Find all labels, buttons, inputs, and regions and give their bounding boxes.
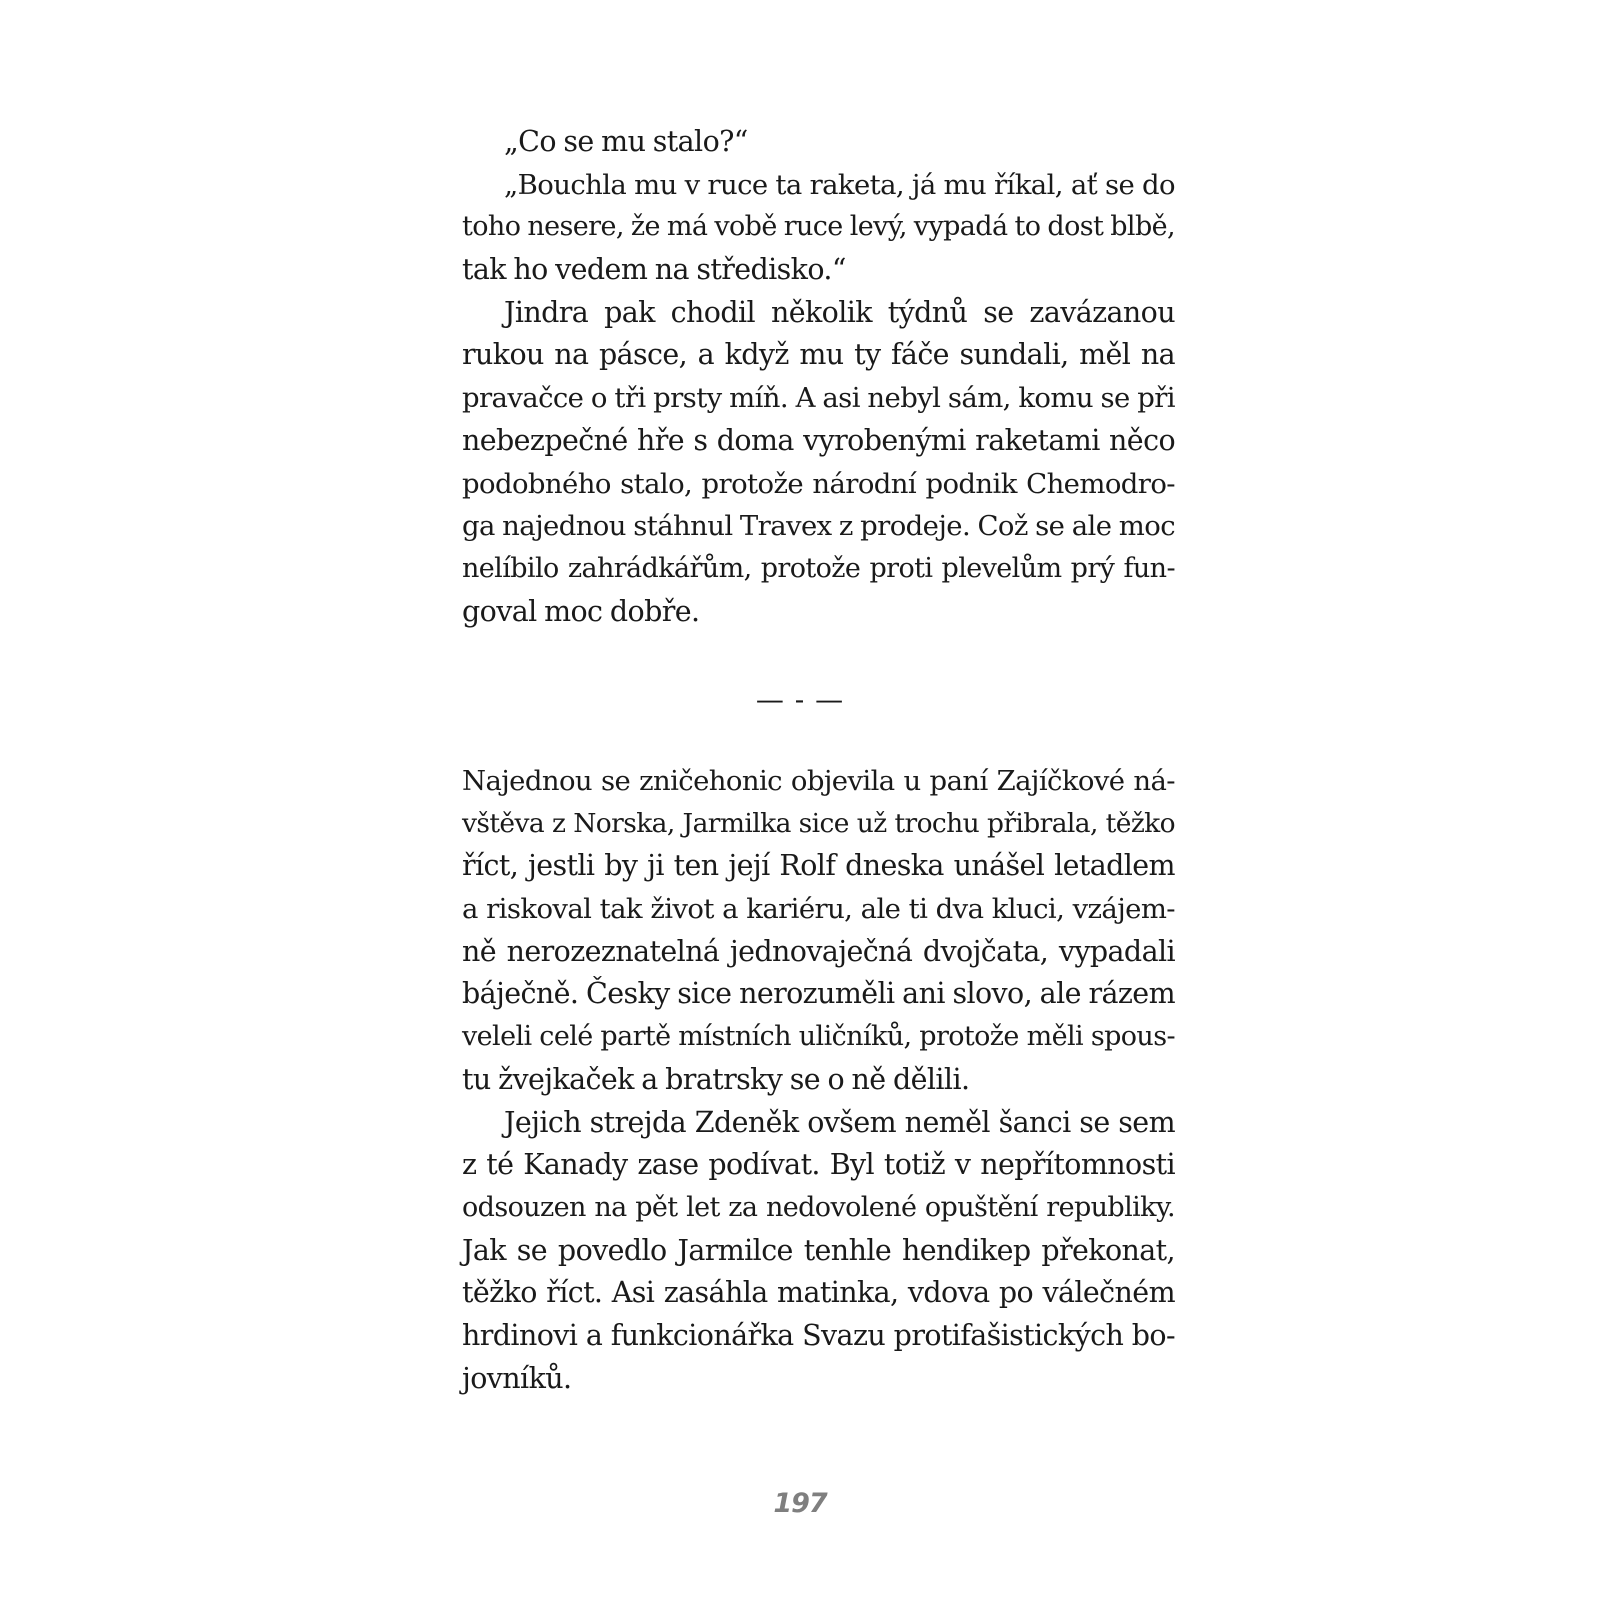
text-line: nebezpečné hře s doma vyrobenými raketami něco [462, 423, 1175, 457]
text-line: Jejich strejda Zdeněk ovšem neměl šanci se sem [504, 1105, 1175, 1139]
text-line: rukou na pásce, a když mu ty fáče sundali, měl na [462, 338, 1175, 372]
text-line: odsouzen na pět let za nedovolené opuštění republiky. [462, 1191, 1175, 1223]
text-line: pravačce o tři prsty míň. A asi nebyl sám, komu se při [462, 382, 1175, 415]
text-line: Najednou se zničehonic objevila u paní Zajíčkové ná- [462, 765, 1175, 797]
text-line: toho nesere, že má vobě ruce levý, vypadá to dost blbě, [462, 211, 1175, 243]
text-line: z té Kanady zase podívat. Byl totiž v nepřítomnosti [462, 1148, 1175, 1182]
text-line: Jak se povedlo Jarmilce tenhle hendikep překonat, [462, 1233, 1175, 1267]
text-line: tu žvejkaček a bratrsky se o ně dělili. [462, 1062, 970, 1096]
text-section-bottom [462, 760, 1175, 1400]
text-line: ga najednou stáhnul Travex z prodeje. Což se ale moc [462, 510, 1175, 543]
text-line: nelíbilo zahrádkářům, protože proti plevelům prý fun- [462, 552, 1175, 584]
text-line: „Co se mu stalo?“ [504, 125, 748, 158]
text-line: říct, jestli by ji ten její Rolf dneska unášel letadlem [462, 849, 1175, 883]
text-line: a riskoval tak život a kariéru, ale ti dva kluci, vzájem- [462, 893, 1175, 926]
text-line: veleli celé partě místních uličníků, protože měli spous- [462, 1021, 1175, 1053]
text-line: tak ho vedem na středisko.“ [462, 253, 846, 287]
text-line: „Bouchla mu v ruce ta raketa, já mu říkal, ať se do [504, 168, 1175, 201]
page-number: 197 [773, 1488, 827, 1519]
text-line: podobného stalo, protože národní podnik Chemodro- [462, 467, 1175, 500]
text-section-top [462, 121, 1175, 633]
text-line: vštěva z Norska, Jarmilka sice už trochu přibrala, těžko [462, 807, 1175, 839]
section-separator: — - — [755, 683, 845, 716]
text-line: Jindra pak chodil několik týdnů se zavázanou [504, 295, 1175, 329]
text-line: jovníků. [462, 1361, 572, 1395]
text-line: těžko říct. Asi zasáhla matinka, vdova po válečném [462, 1276, 1175, 1310]
text-line: ně nerozeznatelná jednovaječná dvojčata, vypadali [462, 934, 1175, 968]
text-line: báječně. Česky sice nerozuměli ani slovo, ale rázem [462, 977, 1175, 1011]
text-line: goval moc dobře. [462, 594, 700, 628]
text-line: hrdinovi a funkcionářka Svazu protifašistických bo- [462, 1318, 1175, 1352]
